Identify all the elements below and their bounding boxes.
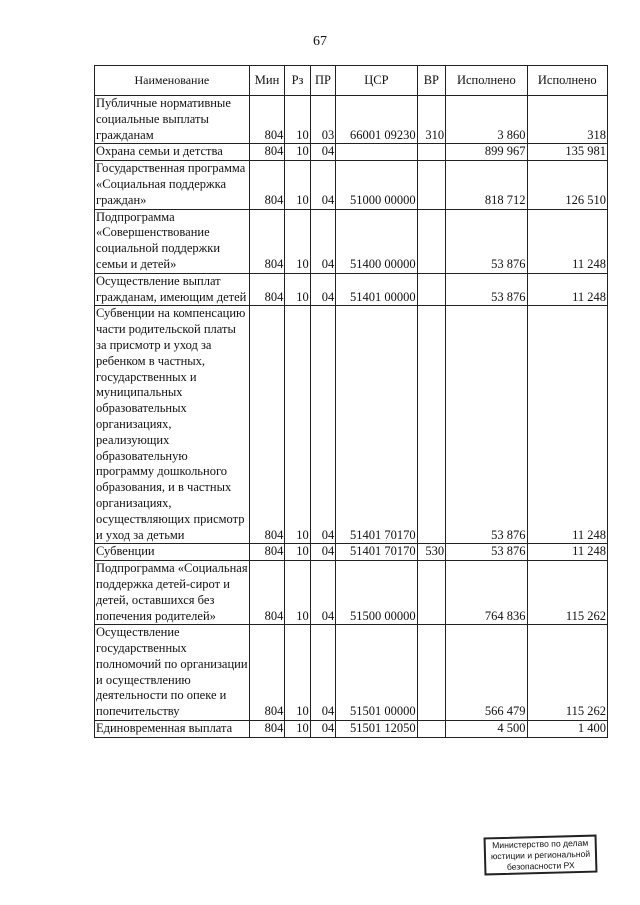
row-vr bbox=[417, 561, 446, 625]
row-pr: 04 bbox=[310, 144, 335, 161]
header-name: Наименование bbox=[95, 66, 250, 96]
row-name: Публичные нормативные социальные выплаты гражданам bbox=[95, 96, 250, 144]
table-row bbox=[95, 561, 608, 625]
row-csr: 51501 00000 bbox=[336, 625, 417, 721]
row-executed-2: 11 248 bbox=[527, 306, 607, 544]
row-executed-1: 4 500 bbox=[446, 721, 527, 738]
row-vr: 530 bbox=[417, 544, 446, 561]
row-executed-1: 53 876 bbox=[446, 544, 527, 561]
row-executed-2: 115 262 bbox=[527, 625, 607, 721]
row-min: 804 bbox=[249, 209, 285, 273]
row-executed-2: 135 981 bbox=[527, 144, 607, 161]
row-csr: 51501 12050 bbox=[336, 721, 417, 738]
table-row bbox=[95, 144, 608, 161]
table-row bbox=[95, 721, 608, 738]
row-csr: 51000 00000 bbox=[336, 161, 417, 209]
row-executed-2: 318 bbox=[527, 96, 607, 144]
row-pr: 04 bbox=[310, 306, 335, 544]
table-row bbox=[95, 273, 608, 306]
row-min: 804 bbox=[249, 144, 285, 161]
budget-table bbox=[94, 65, 608, 738]
row-executed-1: 53 876 bbox=[446, 273, 527, 306]
row-name: Осуществление государственных полномочий по организации и осуществлению деятельности по опеке и попечительству bbox=[95, 625, 250, 721]
row-rz: 10 bbox=[285, 161, 310, 209]
row-rz: 10 bbox=[285, 544, 310, 561]
row-name: Государственная программа «Социальная поддержка граждан» bbox=[95, 161, 250, 209]
row-min: 804 bbox=[249, 161, 285, 209]
row-min: 804 bbox=[249, 721, 285, 738]
row-executed-2: 115 262 bbox=[527, 561, 607, 625]
row-csr: 66001 09230 bbox=[336, 96, 417, 144]
row-executed-1: 53 876 bbox=[446, 209, 527, 273]
row-csr: 51401 70170 bbox=[336, 544, 417, 561]
row-name: Подпрограмма «Социальная поддержка детей-сирот и детей, оставшихся без попечения родителей» bbox=[95, 561, 250, 625]
table-row bbox=[95, 625, 608, 721]
row-executed-1: 899 967 bbox=[446, 144, 527, 161]
row-pr: 04 bbox=[310, 209, 335, 273]
row-name: Субвенции на компенсацию части родительской платы за присмотр и уход за ребенком в частных, государственных и муниципальных образовательных организациях, реализующих образовательную программу дошкольного образования, и в частных организациях, осуществляющих присмотр и уход за детьми bbox=[95, 306, 250, 544]
row-rz: 10 bbox=[285, 561, 310, 625]
header-rz: Рз bbox=[285, 66, 310, 96]
row-csr: 51401 00000 bbox=[336, 273, 417, 306]
row-pr: 04 bbox=[310, 625, 335, 721]
row-executed-1: 764 836 bbox=[446, 561, 527, 625]
row-executed-2: 11 248 bbox=[527, 544, 607, 561]
table-row bbox=[95, 544, 608, 561]
row-rz: 10 bbox=[285, 209, 310, 273]
row-pr: 03 bbox=[310, 96, 335, 144]
row-pr: 04 bbox=[310, 721, 335, 738]
row-name: Осуществление выплат гражданам, имеющим детей bbox=[95, 273, 250, 306]
row-name: Единовременная выплата bbox=[95, 721, 250, 738]
row-csr bbox=[336, 144, 417, 161]
row-rz: 10 bbox=[285, 721, 310, 738]
header-csr: ЦСР bbox=[336, 66, 417, 96]
table-row bbox=[95, 161, 608, 209]
row-min: 804 bbox=[249, 544, 285, 561]
stamp-line-1: Министерство по делам bbox=[492, 837, 589, 851]
row-vr bbox=[417, 721, 446, 738]
row-csr: 51400 00000 bbox=[336, 209, 417, 273]
row-executed-1: 3 860 bbox=[446, 96, 527, 144]
row-pr: 04 bbox=[310, 273, 335, 306]
row-rz: 10 bbox=[285, 273, 310, 306]
row-min: 804 bbox=[249, 96, 285, 144]
row-executed-1: 53 876 bbox=[446, 306, 527, 544]
stamp-line-2: юстиции и региональной bbox=[490, 848, 591, 862]
header-min: Мин bbox=[249, 66, 285, 96]
row-rz: 10 bbox=[285, 306, 310, 544]
table-row bbox=[95, 306, 608, 544]
row-csr: 51401 70170 bbox=[336, 306, 417, 544]
header-pr: ПР bbox=[310, 66, 335, 96]
row-name: Охрана семьи и детства bbox=[95, 144, 250, 161]
row-name: Подпрограмма «Совершенствование социальной поддержки семьи и детей» bbox=[95, 209, 250, 273]
table-header-row bbox=[95, 66, 608, 96]
row-executed-2: 126 510 bbox=[527, 161, 607, 209]
row-vr bbox=[417, 209, 446, 273]
row-pr: 04 bbox=[310, 544, 335, 561]
row-executed-1: 818 712 bbox=[446, 161, 527, 209]
row-pr: 04 bbox=[310, 161, 335, 209]
row-vr bbox=[417, 273, 446, 306]
table-row bbox=[95, 209, 608, 273]
stamp-line-3: безопасности РХ bbox=[506, 860, 575, 872]
header-executed-1: Исполнено bbox=[446, 66, 527, 96]
row-vr bbox=[417, 144, 446, 161]
row-min: 804 bbox=[249, 306, 285, 544]
row-executed-2: 11 248 bbox=[527, 273, 607, 306]
row-vr bbox=[417, 161, 446, 209]
row-min: 804 bbox=[249, 625, 285, 721]
row-executed-2: 1 400 bbox=[527, 721, 607, 738]
page-number: 67 bbox=[313, 34, 327, 49]
header-executed-2: Исполнено bbox=[527, 66, 607, 96]
row-vr bbox=[417, 306, 446, 544]
row-csr: 51500 00000 bbox=[336, 561, 417, 625]
row-min: 804 bbox=[249, 273, 285, 306]
row-rz: 10 bbox=[285, 625, 310, 721]
row-pr: 04 bbox=[310, 561, 335, 625]
row-rz: 10 bbox=[285, 96, 310, 144]
row-vr: 310 bbox=[417, 96, 446, 144]
row-min: 804 bbox=[249, 561, 285, 625]
ministry-stamp bbox=[484, 835, 598, 876]
row-name: Субвенции bbox=[95, 544, 250, 561]
row-executed-2: 11 248 bbox=[527, 209, 607, 273]
table-row bbox=[95, 96, 608, 144]
header-vr: ВР bbox=[417, 66, 446, 96]
row-rz: 10 bbox=[285, 144, 310, 161]
row-executed-1: 566 479 bbox=[446, 625, 527, 721]
row-vr bbox=[417, 625, 446, 721]
